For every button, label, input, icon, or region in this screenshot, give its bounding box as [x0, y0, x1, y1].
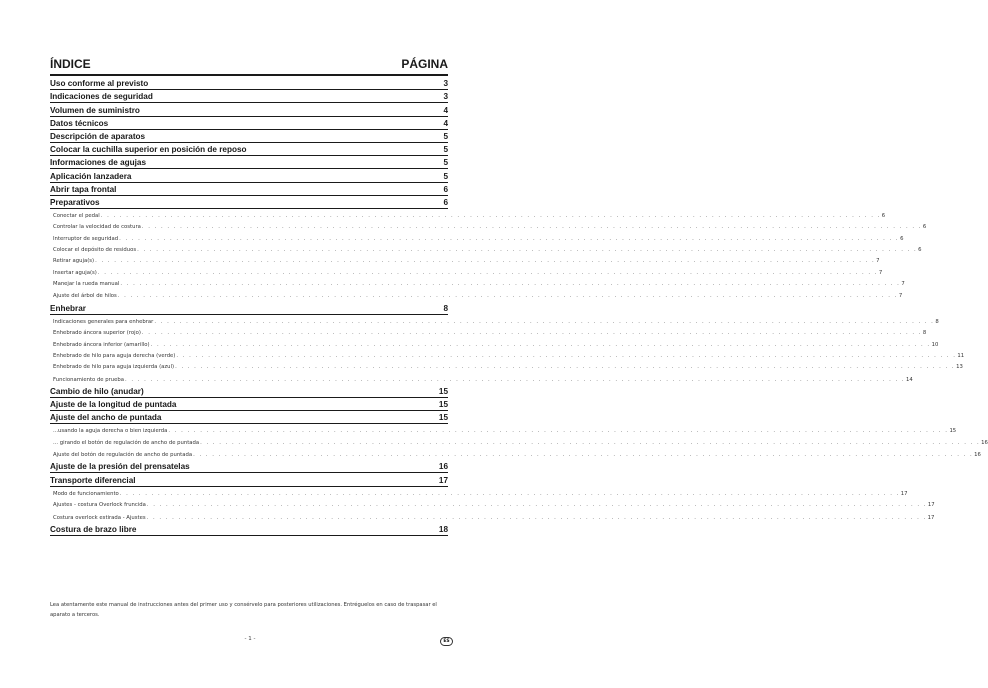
toc-subitem-title: Enhebrado áncora superior (rojo) — [53, 330, 141, 337]
toc-subitem-title: Costura overlock estirada - Ajustes — [53, 514, 146, 521]
toc-subitem-title: Enhebrado de hilo para aguja derecha (verde) — [53, 352, 176, 359]
toc-section — [50, 385, 448, 398]
toc-section-page: 18 — [438, 524, 448, 534]
toc-subitem — [50, 255, 880, 266]
toc-subitem — [50, 289, 903, 302]
table-of-contents — [50, 77, 988, 536]
toc-subitem-page: 14 — [906, 376, 913, 383]
toc-subitem-page: 17 — [927, 514, 935, 521]
toc-section-page: 17 — [438, 475, 448, 485]
toc-section-title: Colocar la cuchilla superior en posición de reposo — [50, 145, 247, 155]
toc-section-title: Indicaciones de seguridad — [50, 92, 153, 102]
toc-section — [50, 183, 448, 196]
toc-section-page: 5 — [443, 171, 448, 181]
toc-section — [50, 460, 448, 473]
toc-subitem-page: 7 — [876, 258, 880, 265]
toc-subitem-title: Insertar aguja(s) — [53, 269, 97, 276]
leader-dots: . . . . . . . . . . . . . . . . . . . . . . . . . . . . . . . . . . . . . . . . . . . . . . . . . . . . . . . . . . . . . . . . . . . . . . . . . . . . . . . . . . . . . . . . . . . . . . . . . . . . . . . . . . . . . . . . . . . . . . . . . . . — [97, 269, 878, 276]
leader-dots: . . . . . . . . . . . . . . . . . . . . . . . . . . . . . . . . . . . . . . . . . . . . . . . . . . . . . . . . . . . . . . . . . . . . . . . . . . . . . . . . . . . . . . . . . . . . . . . . . . . . . . . . . . . . . . . . . . . . . . . . . . . — [176, 352, 957, 359]
toc-subitem-page: 17 — [927, 502, 935, 509]
toc-subitem — [50, 338, 939, 349]
toc-subitem-page: 6 — [900, 235, 904, 242]
toc-subitem-page: 8 — [922, 330, 927, 337]
toc-subitem-title: Indicaciones generales para enhebrar — [53, 318, 154, 325]
toc-section-title: Preparativos — [50, 197, 100, 207]
toc-subitem-page: 16 — [981, 439, 988, 446]
toc-subitem — [50, 510, 935, 523]
toc-section — [50, 77, 448, 90]
toc-section-page: 8 — [443, 303, 448, 313]
leader-dots: . . . . . . . . . . . . . . . . . . . . . . . . . . . . . . . . . . . . . . . . . . . . . . . . . . . . . . . . . . . . . . . . . . . . . . . . . . . . . . . . . . . . . . . . . . . . . . . . . . . . . . . . . . . . . . . . . . . . . . . . . . . — [137, 247, 918, 254]
toc-subitem-page: 10 — [931, 341, 939, 348]
toc-section — [50, 473, 448, 486]
leader-dots: . . . . . . . . . . . . . . . . . . . . . . . . . . . . . . . . . . . . . . . . . . . . . . . . . . . . . . . . . . . . . . . . . . . . . . . . . . . . . . . . . . . . . . . . . . . . . . . . . . . . . . . . . . . . . . . . . . . . . . . . . . . — [150, 341, 931, 348]
toc-section-title: Uso conforme al previsto — [50, 79, 149, 89]
leader-dots: . . . . . . . . . . . . . . . . . . . . . . . . . . . . . . . . . . . . . . . . . . . . . . . . . . . . . . . . . . . . . . . . . . . . . . . . . . . . . . . . . . . . . . . . . . . . . . . . . . . . . . . . . . . . . . . . . . . . . . . . . . . — [120, 280, 901, 287]
toc-header — [50, 57, 448, 76]
toc-section-title: Enhebrar — [50, 303, 86, 313]
toc-subitem-page: 13 — [956, 364, 963, 371]
toc-subitem — [50, 372, 913, 385]
toc-subitem-page: 15 — [949, 428, 957, 435]
leader-dots: . . . . . . . . . . . . . . . . . . . . . . . . . . . . . . . . . . . . . . . . . . . . . . . . . . . . . . . . . . . . . . . . . . . . . . . . . . . . . . . . . . . . . . . . . . . . . . . . . . . . . . . . . . . . . . . . . . . . . . . . . . . — [193, 452, 974, 459]
toc-subitem — [50, 244, 922, 255]
toc-subitem-title: Controlar la velocidad de costura — [53, 224, 141, 231]
leader-dots: . . . . . . . . . . . . . . . . . . . . . . . . . . . . . . . . . . . . . . . . . . . . . . . . . . . . . . . . . . . . . . . . . . . . . . . . . . . . . . . . . . . . . . . . . . . . . . . . . . . . . . . . . . . . . . . . . . . . . . . . . . . — [146, 502, 927, 509]
toc-subitem — [50, 316, 939, 327]
toc-title: ÍNDICE — [50, 57, 91, 71]
toc-subitem — [50, 499, 935, 510]
leader-dots: . . . . . . . . . . . . . . . . . . . . . . . . . . . . . . . . . . . . . . . . . . . . . . . . . . . . . . . . . . . . . . . . . . . . . . . . . . . . . . . . . . . . . . . . . . . . . . . . . . . . . . . . . . . . . . . . . . . . . . . . . . . — [119, 490, 900, 497]
toc-section — [50, 156, 448, 169]
toc-subitem-title: Ajustes - costura Overlock fruncida — [53, 502, 146, 509]
leader-dots: . . . . . . . . . . . . . . . . . . . . . . . . . . . . . . . . . . . . . . . . . . . . . . . . . . . . . . . . . . . . . . . . . . . . . . . . . . . . . . . . . . . . . . . . . . . . . . . . . . . . . . . . . . . . . . . . . . . . . . . . . . . — [200, 439, 981, 446]
toc-subitem — [50, 221, 927, 232]
toc-subitem — [50, 436, 988, 447]
leader-dots: . . . . . . . . . . . . . . . . . . . . . . . . . . . . . . . . . . . . . . . . . . . . . . . . . . . . . . . . . . . . . . . . . . . . . . . . . . . . . . . . . . . . . . . . . . . . . . . . . . . . . . . . . . . . . . . . . . . . . . . . . . . — [125, 376, 906, 383]
leader-dots: . . . . . . . . . . . . . . . . . . . . . . . . . . . . . . . . . . . . . . . . . . . . . . . . . . . . . . . . . . . . . . . . . . . . . . . . . . . . . . . . . . . . . . . . . . . . . . . . . . . . . . . . . . . . . . . . . . . . . . . . . . . — [146, 514, 927, 521]
page-number: - 1 - — [244, 636, 256, 642]
toc-section — [50, 90, 448, 103]
toc-subitem-page: 17 — [900, 490, 908, 497]
toc-subitem-title: Interruptor de seguridad — [53, 235, 119, 242]
toc-section — [50, 398, 448, 411]
toc-subitem-page: 7 — [898, 293, 903, 300]
toc-subitem-title: Colocar el depósito de residuos — [53, 247, 137, 254]
toc-subitem-title: Ajuste del botón de regulación de ancho de puntada — [53, 452, 193, 459]
toc-subitem-page: 11 — [957, 352, 965, 359]
toc-section-page: 6 — [443, 184, 448, 194]
toc-subitem — [50, 425, 957, 436]
leader-dots: . . . . . . . . . . . . . . . . . . . . . . . . . . . . . . . . . . . . . . . . . . . . . . . . . . . . . . . . . . . . . . . . . . . . . . . . . . . . . . . . . . . . . . . . . . . . . . . . . . . . . . . . . . . . . . . . . . . . . . . . . . . — [119, 235, 900, 242]
toc-section-page: 16 — [438, 462, 448, 472]
leader-dots: . . . . . . . . . . . . . . . . . . . . . . . . . . . . . . . . . . . . . . . . . . . . . . . . . . . . . . . . . . . . . . . . . . . . . . . . . . . . . . . . . . . . . . . . . . . . . . . . . . . . . . . . . . . . . . . . . . . . . . . . . . . — [141, 330, 922, 337]
toc-section — [50, 130, 448, 143]
toc-subitem-page: 8 — [935, 318, 939, 325]
toc-subitem — [50, 448, 981, 461]
toc-section — [50, 143, 448, 156]
toc-section — [50, 411, 448, 424]
toc-section-title: Ajuste del ancho de puntada — [50, 413, 162, 423]
toc-subitem — [50, 350, 965, 361]
toc-section — [50, 117, 448, 130]
toc-subitem-title: ...usando la aguja derecha o bien izquierda — [53, 428, 168, 435]
toc-section — [50, 523, 448, 536]
toc-subitem-title: ... girando el botón de regulación de ancho de puntada — [53, 439, 200, 446]
toc-subitem — [50, 278, 905, 289]
toc-subitem-page: 6 — [881, 213, 886, 220]
leader-dots: . . . . . . . . . . . . . . . . . . . . . . . . . . . . . . . . . . . . . . . . . . . . . . . . . . . . . . . . . . . . . . . . . . . . . . . . . . . . . . . . . . . . . . . . . . . . . . . . . . . . . . . . . . . . . . . . . . . . . . . . . . . — [95, 258, 876, 265]
leader-dots: . . . . . . . . . . . . . . . . . . . . . . . . . . . . . . . . . . . . . . . . . . . . . . . . . . . . . . . . . . . . . . . . . . . . . . . . . . . . . . . . . . . . . . . . . . . . . . . . . . . . . . . . . . . . . . . . . . . . . . . . . . . — [100, 213, 881, 220]
toc-subitem-title: Modo de funcionamiento — [53, 490, 119, 497]
footer-note: Lea atentamente este manual de instrucciones antes del primer uso y consérvelo para posteriores utilizaciones. Entréguelos en caso de traspasar el aparato a terceros. — [50, 602, 437, 618]
leader-dots: . . . . . . . . . . . . . . . . . . . . . . . . . . . . . . . . . . . . . . . . . . . . . . . . . . . . . . . . . . . . . . . . . . . . . . . . . . . . . . . . . . . . . . . . . . . . . . . . . . . . . . . . . . . . . . . . . . . . . . . . . . . — [175, 364, 956, 371]
toc-subitem-title: Funcionamiento de prueba — [53, 376, 125, 383]
toc-subitem-title: Enhebrado áncora inferior (amarillo) — [53, 341, 150, 348]
leader-dots: . . . . . . . . . . . . . . . . . . . . . . . . . . . . . . . . . . . . . . . . . . . . . . . . . . . . . . . . . . . . . . . . . . . . . . . . . . . . . . . . . . . . . . . . . . . . . . . . . . . . . . . . . . . . . . . . . . . . . . . . . . . — [154, 318, 935, 325]
toc-section-title: Aplicación lanzadera — [50, 171, 132, 181]
toc-section-title: Transporte diferencial — [50, 475, 136, 485]
toc-section — [50, 169, 448, 182]
leader-dots: . . . . . . . . . . . . . . . . . . . . . . . . . . . . . . . . . . . . . . . . . . . . . . . . . . . . . . . . . . . . . . . . . . . . . . . . . . . . . . . . . . . . . . . . . . . . . . . . . . . . . . . . . . . . . . . . . . . . . . . . . . . — [141, 224, 922, 231]
page-column-label: PÁGINA — [401, 57, 448, 71]
toc-subitem-page: 6 — [918, 247, 922, 254]
toc-section-title: Descripción de aparatos — [50, 131, 146, 141]
toc-section-title: Ajuste de la presión del prensatelas — [50, 462, 190, 472]
toc-section-page: 15 — [438, 386, 448, 396]
leader-dots: . . . . . . . . . . . . . . . . . . . . . . . . . . . . . . . . . . . . . . . . . . . . . . . . . . . . . . . . . . . . . . . . . . . . . . . . . . . . . . . . . . . . . . . . . . . . . . . . . . . . . . . . . . . . . . . . . . . . . . . . . . . — [168, 428, 949, 435]
toc-section-page: 5 — [443, 145, 448, 155]
toc-subitem-page: 16 — [974, 452, 981, 459]
toc-subitem — [50, 488, 908, 499]
toc-subitem — [50, 210, 886, 221]
toc-section-title: Costura de brazo libre — [50, 524, 137, 534]
toc-subitem-title: Enhebrado de hilo para aguja izquierda (azul) — [53, 364, 175, 371]
toc-section-title: Cambio de hilo (anudar) — [50, 386, 144, 396]
toc-section-page: 6 — [443, 197, 448, 207]
toc-subitem — [50, 327, 927, 338]
toc-subitem-page: 7 — [878, 269, 883, 276]
toc-section-page: 4 — [443, 105, 448, 115]
toc-subitem-title: Manejar la rueda manual — [53, 280, 120, 287]
toc-section-title: Datos técnicos — [50, 118, 109, 128]
toc-subitem-title: Retirar aguja(s) — [53, 258, 95, 265]
toc-subitem — [50, 232, 904, 243]
leader-dots: . . . . . . . . . . . . . . . . . . . . . . . . . . . . . . . . . . . . . . . . . . . . . . . . . . . . . . . . . . . . . . . . . . . . . . . . . . . . . . . . . . . . . . . . . . . . . . . . . . . . . . . . . . . . . . . . . . . . . . . . . . . — [117, 293, 898, 300]
toc-section-title: Informaciones de agujas — [50, 158, 147, 168]
toc-section-page: 15 — [438, 413, 448, 423]
toc-section-title: Ajuste de la longitud de puntada — [50, 400, 177, 409]
toc-subitem — [50, 361, 963, 372]
toc-section-page: 3 — [443, 92, 448, 102]
toc-subitem-page: 7 — [901, 280, 905, 287]
toc-section-title: Abrir tapa frontal — [50, 184, 117, 194]
toc-section-page: 5 — [443, 131, 448, 141]
toc-section-page: 15 — [438, 400, 448, 409]
toc-subitem-title: Conectar el pedal — [53, 213, 100, 220]
toc-subitem-title: Ajuste del árbol de hilos — [53, 293, 117, 300]
toc-section — [50, 196, 448, 209]
toc-subitem — [50, 266, 883, 277]
toc-subitem-page: 6 — [922, 224, 927, 231]
toc-section-page: 4 — [443, 118, 448, 128]
toc-section-page: 5 — [443, 158, 448, 168]
toc-section — [50, 301, 448, 314]
language-badge: ES — [440, 637, 453, 646]
toc-section-title: Volumen de suministro — [50, 105, 140, 115]
toc-section-page: 3 — [443, 79, 448, 89]
toc-section — [50, 103, 448, 116]
